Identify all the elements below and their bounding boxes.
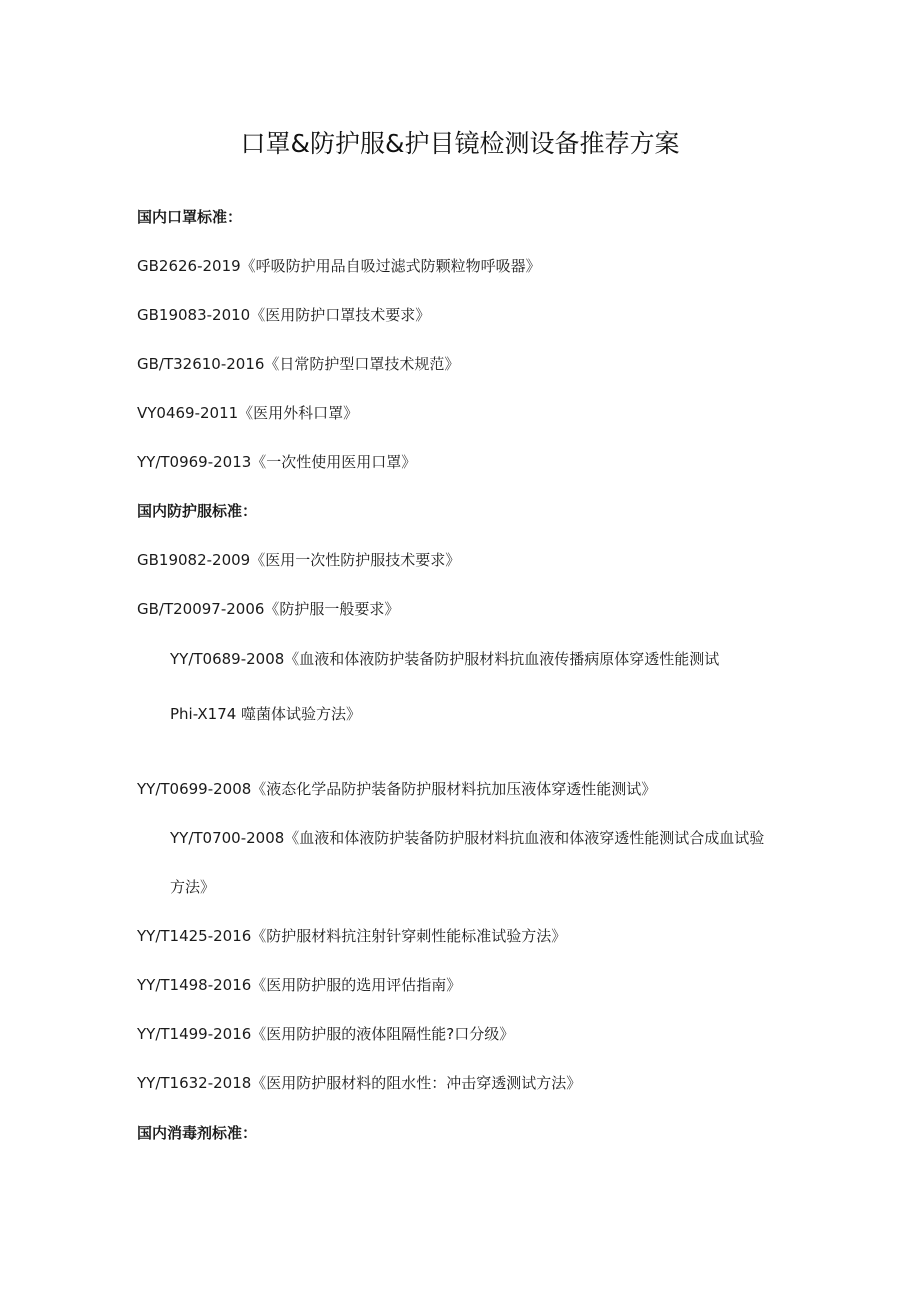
suit-standard-item: YY/T1498-2016《医用防护服的选用评估指南》: [137, 976, 462, 994]
suit-standard-item: YY/T1499-2016《医用防护服的液体阻隔性能?口分级》: [137, 1025, 515, 1043]
mask-standard-item: GB19083-2010《医用防护口罩技术要求》: [137, 306, 431, 324]
document-title: 口罩&防护服&护目镜检测设备推荐方案: [240, 129, 680, 158]
suit-standard-item: GB19082-2009《医用一次性防护服技术要求》: [137, 551, 461, 569]
suit-standard-item: GB/T20097-2006《防护服一般要求》: [137, 600, 400, 618]
suit-standards-heading: 国内防护服标准：: [137, 502, 258, 520]
mask-standard-item: YY/T0969-2013《一次性使用医用口罩》: [137, 453, 417, 471]
disinfectant-standards-heading: 国内消毒剂标准：: [137, 1124, 258, 1142]
suit-standard-item-continued: Phi-X174 噬菌体试验方法》: [170, 705, 362, 723]
suit-standard-item: YY/T1425-2016《防护服材料抗注射针穿刺性能标准试验方法》: [137, 927, 567, 945]
suit-standard-item: YY/T0699-2008《液态化学品防护装备防护服材料抗加压液体穿透性能测试》: [137, 780, 657, 798]
mask-standard-item: VY0469-2011《医用外科口罩》: [137, 404, 359, 422]
mask-standard-item: GB2626-2019《呼吸防护用品自吸过滤式防颗粒物呼吸器》: [137, 257, 541, 275]
suit-standard-item: YY/T1632-2018《医用防护服材料的阻水性：冲击穿透测试方法》: [137, 1074, 582, 1092]
mask-standard-item: GB/T32610-2016《日常防护型口罩技术规范》: [137, 355, 460, 373]
suit-standard-item-continued: 方法》: [170, 878, 216, 896]
suit-standard-item: YY/T0689-2008《血液和体液防护装备防护服材料抗血液传播病原体穿透性能测试: [170, 650, 720, 668]
suit-standard-item: YY/T0700-2008《血液和体液防护装备防护服材料抗血液和体液穿透性能测试合成血试验: [170, 829, 765, 847]
mask-standards-heading: 国内口罩标准：: [137, 208, 243, 226]
